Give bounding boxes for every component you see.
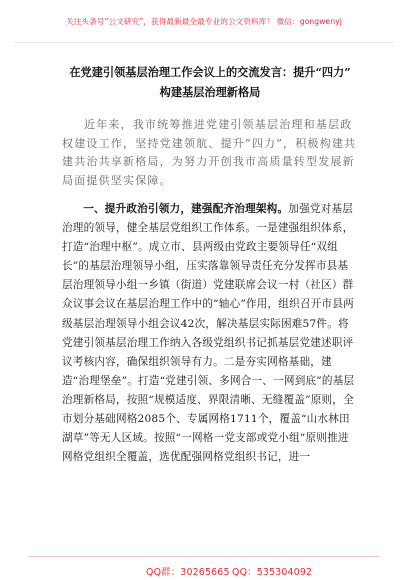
document-body	[62, 62, 358, 467]
top-banner	[0, 0, 408, 42]
banner-text: 关注头条号“公文研究”，获得最新最全最专业的公文资料库！ 微信：gongwenyj	[66, 16, 342, 26]
section-heading: 一、提升政治引领力，建强配齐治理架构。	[83, 203, 289, 215]
document-title: 在党建引领基层治理工作会议上的交流发言：提升“四力” 构建基层治理新格局	[69, 65, 351, 99]
intro-paragraph: 近年来，我市统筹推进党建引领基层治理和基层政权建设工作，坚持党建领航、提升“四力”，积极构建共建共治共享新格局，为努力开创我市高质量转型发展新局面提供坚实保障。	[62, 118, 357, 187]
section-paragraph	[62, 200, 358, 467]
footer-divider	[28, 556, 380, 557]
section-body-text: 加强党对基层治理的领导，健全基层党组织工作体系。一是建强组织体系，打造“治理中枢”。成立市、县两级由党政主要领导任“双组长”的基层治理领导小组，压实落靠领导责任充分发挥市县基层治理领导小组一乡镇（街道）党建联席会议一村（社区）群众议事会议在基层治理工作中的“轴心”作用，组织召开市县两级基层治理领导小组会议42次，解决基层实际困难57件。将党建引领基层治理工作纳入各级党组织书记抓基层党建述职评议考核内容，确保组织领导有力。二是夯实网格基础，建造“治理堡垒”。打造“党建引领、多网合一、一网到底”的基层治理新格局，按照“规模适度、界限清晰、无缝覆盖”原则，全市划分基础网格2085个、专属网格1711个，覆盖“山水林田湖草”等无人区域。按照“一网格一党支部或党小组”原则推进网格党组织全覆盖，选优配强网格党组织书记，进一	[62, 203, 355, 464]
footer	[0, 556, 408, 580]
header-divider	[14, 42, 394, 43]
qq-contact-number: QQ：535304092	[232, 567, 313, 578]
qq-group-number: QQ群：30265665	[146, 567, 230, 578]
